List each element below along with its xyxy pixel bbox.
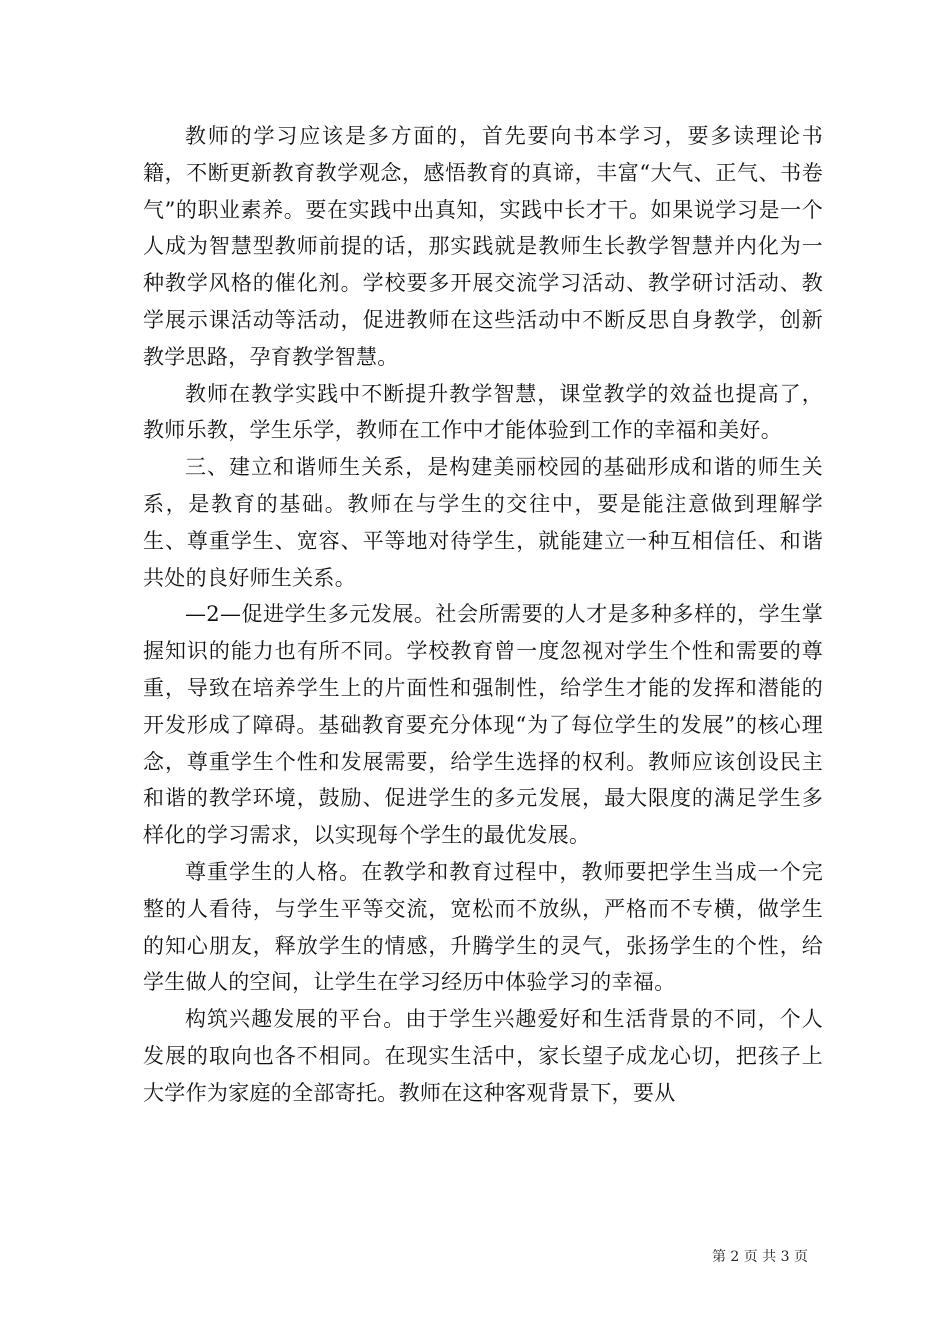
paragraph: 构筑兴趣发展的平台。由于学生兴趣爱好和生活背景的不同，个人发展的取向也各不相同。在现实生活中，家长望子成龙心切，把孩子上大学作为家庭的全部寄托。教师在这种客观背景下，要从 <box>143 1007 823 1105</box>
document-body <box>143 118 823 1112</box>
paragraph: —2—促进学生多元发展。社会所需要的人才是多种多样的，学生掌握知识的能力也有所不同。学校教育曾一度忽视对学生个性和需要的尊重，导致在培养学生上的片面性和强制性，给学生才能的发挥和潜能的开发形成了障碍。基础教育要充分体现“为了每位学生的发展”的核心理念，尊重学生个性和发展需要，给学生选择的权利。教师应该创设民主和谐的教学环境，鼓励、促进学生的多元发展，最大限度的满足学生多样化的学习需求，以实现每个学生的最优发展。 <box>143 602 823 848</box>
paragraph: 尊重学生的人格。在教学和教育过程中，教师要把学生当成一个完整的人看待，与学生平等交流，宽松而不放纵，严格而不专横，做学生的知心朋友，释放学生的情感，升腾学生的灵气，张扬学生的个性，给学生做人的空间，让学生在学习经历中体验学习的幸福。 <box>143 859 823 995</box>
page-number: 第 2 页 共 3 页 <box>711 1249 809 1265</box>
paragraph: 三、建立和谐师生关系，是构建美丽校园的基础形成和谐的师生关系，是教育的基础。教师在与学生的交往中，要是能注意做到理解学生、尊重学生、宽容、平等地对待学生，就能建立一种互相信任、和谐共处的良好师生关系。 <box>143 455 823 590</box>
paragraph: 教师在教学实践中不断提升教学智慧，课堂教学的效益也提高了，教师乐教，学生乐学，教师在工作中才能体验到工作的幸福和美好。 <box>143 381 823 443</box>
paragraph: 教师的学习应该是多方面的，首先要向书本学习，要多读理论书籍，不断更新教育教学观念，感悟教育的真谛，丰富“大气、正气、书卷气”的职业素养。要在实践中出真知，实践中长才干。如果说学习是一个人成为智慧型教师前提的话，那实践就是教师生长教学智慧并内化为一种教学风格的催化剂。学校要多开展交流学习活动、教学研讨活动、教学展示课活动等活动，促进教师在这些活动中不断反思自身教学，创新教学思路，孕育教学智慧。 <box>143 124 823 369</box>
